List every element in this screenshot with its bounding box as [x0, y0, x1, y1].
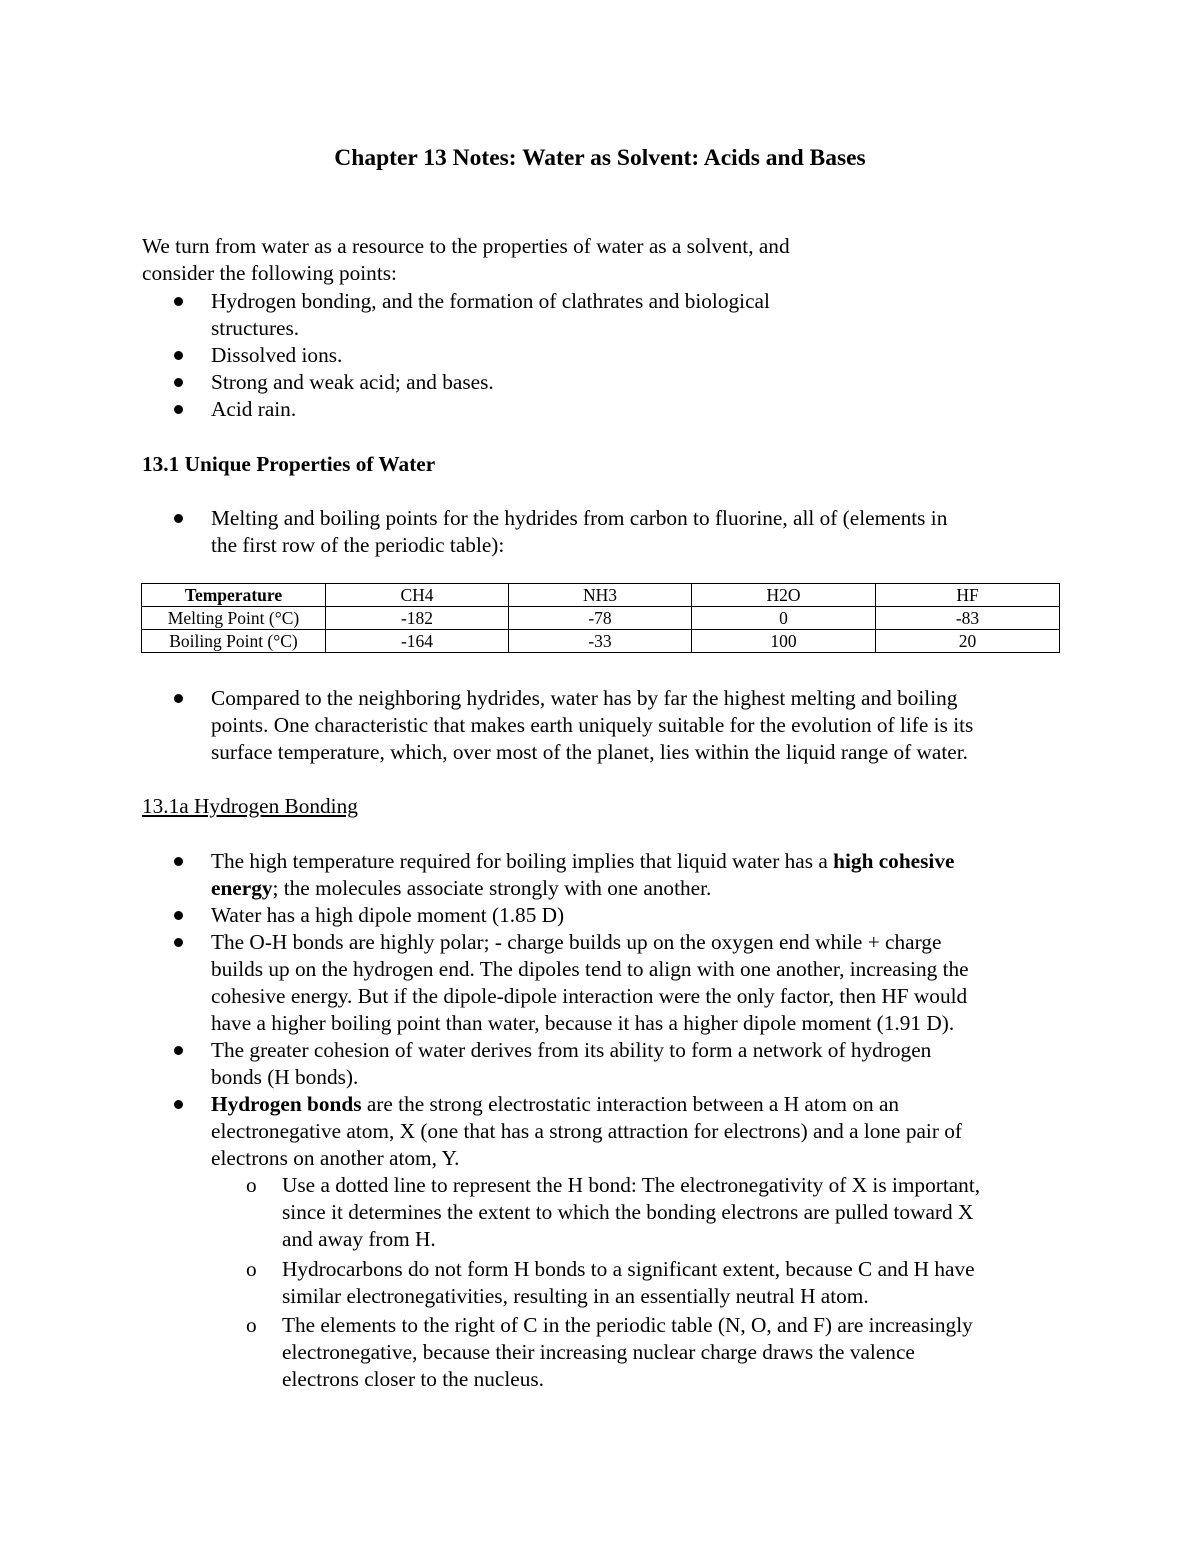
- list-item-text: Strong and weak acid; and bases.: [211, 370, 494, 394]
- bullet-icon: [174, 514, 183, 523]
- sub-list-item-text: The elements to the right of C in the periodic table (N, O, and F) are increasingly electronegative, because their increasing nuclear charge draws the valence electrons closer to the nucleus.: [282, 1313, 973, 1391]
- table-cell: Boiling Point (°C): [142, 630, 326, 653]
- bullet-icon: [174, 297, 183, 306]
- table-row: [142, 607, 1060, 630]
- intro-line-2: consider the following points:: [142, 261, 397, 285]
- bullet-icon: [174, 857, 183, 866]
- table-cell: -33: [509, 630, 692, 653]
- bullet-icon: [174, 938, 183, 947]
- list-item-text: The greater cohesion of water derives from its ability to form a network of hydrogen bonds (H bonds).: [211, 1038, 932, 1089]
- list-item-text: Acid rain.: [211, 397, 297, 421]
- section-heading-13-1: 13.1 Unique Properties of Water: [142, 452, 436, 476]
- table-row: [142, 630, 1060, 653]
- list-item-text: Hydrogen bonds are the strong electrostatic interaction between a H atom on an electronegative atom, X (one that has a strong attraction for electrons) and a lone pair of electrons on another atom, Y.: [211, 1092, 963, 1170]
- list-item-text: Hydrogen bonding, and the formation of clathrates and biological structures.: [211, 289, 770, 340]
- table-cell: -78: [509, 607, 692, 630]
- sub-bullet-marker: o: [246, 1313, 257, 1337]
- bullet-icon: [174, 911, 183, 920]
- sub-list-item-text: Use a dotted line to represent the H bond: The electronegativity of X is important, since it determines the extent to which the bonding electrons are pulled toward X and away from H.: [282, 1173, 981, 1251]
- intro-line-1: We turn from water as a resource to the properties of water as a solvent, and: [142, 234, 790, 258]
- table-cell: -164: [326, 630, 509, 653]
- bullet-icon: [174, 351, 183, 360]
- sub-list-item-text: Hydrocarbons do not form H bonds to a significant extent, because C and H have similar electronegativities, resulting in an essentially neutral H atom.: [282, 1257, 975, 1308]
- melting-boiling-table: [141, 583, 1060, 653]
- table-cell: 0: [692, 607, 876, 630]
- bullet-icon: [174, 694, 183, 703]
- list-item-text: The high temperature required for boiling implies that liquid water has a high cohesive energy; the molecules associate strongly with one another.: [211, 849, 955, 900]
- list-item-text: Water has a high dipole moment (1.85 D): [211, 903, 565, 927]
- table-cell: -182: [326, 607, 509, 630]
- table-header-row: [142, 584, 1060, 607]
- list-item-text: Melting and boiling points for the hydrides from carbon to fluorine, all of (elements in the first row of the periodic table):: [211, 506, 948, 557]
- page-title: Chapter 13 Notes: Water as Solvent: Acids and Bases: [334, 145, 866, 171]
- table-cell: -83: [876, 607, 1060, 630]
- table-header-cell: NH3: [509, 584, 692, 607]
- bullet-icon: [174, 1046, 183, 1055]
- table-header-cell: Temperature: [142, 584, 326, 607]
- sub-bullet-marker: o: [246, 1257, 257, 1281]
- sub-bullet-marker: o: [246, 1173, 257, 1197]
- list-item-text: Dissolved ions.: [211, 343, 343, 367]
- list-item-text: Compared to the neighboring hydrides, water has by far the highest melting and boiling points. One characteristic that makes earth uniquely suitable for the evolution of life is its surface temperature, which, over most of the planet, lies within the liquid range of water.: [211, 686, 974, 764]
- bullet-icon: [174, 378, 183, 387]
- list-item-text: The O-H bonds are highly polar; - charge builds up on the oxygen end while + charge builds up on the hydrogen end. The dipoles tend to align with one another, increasing the cohesive energy. But if the dipole-dipole interaction were the only factor, then HF would have a higher boiling point than water, because it has a higher dipole moment (1.91 D).: [211, 930, 969, 1035]
- table-cell: Melting Point (°C): [142, 607, 326, 630]
- table-cell: 100: [692, 630, 876, 653]
- table-header-cell: H2O: [692, 584, 876, 607]
- bullet-icon: [174, 405, 183, 414]
- table-header-cell: CH4: [326, 584, 509, 607]
- table-header-cell: HF: [876, 584, 1060, 607]
- table-cell: 20: [876, 630, 1060, 653]
- bullet-icon: [174, 1100, 183, 1109]
- section-heading-13-1a: 13.1a Hydrogen Bonding: [142, 794, 358, 818]
